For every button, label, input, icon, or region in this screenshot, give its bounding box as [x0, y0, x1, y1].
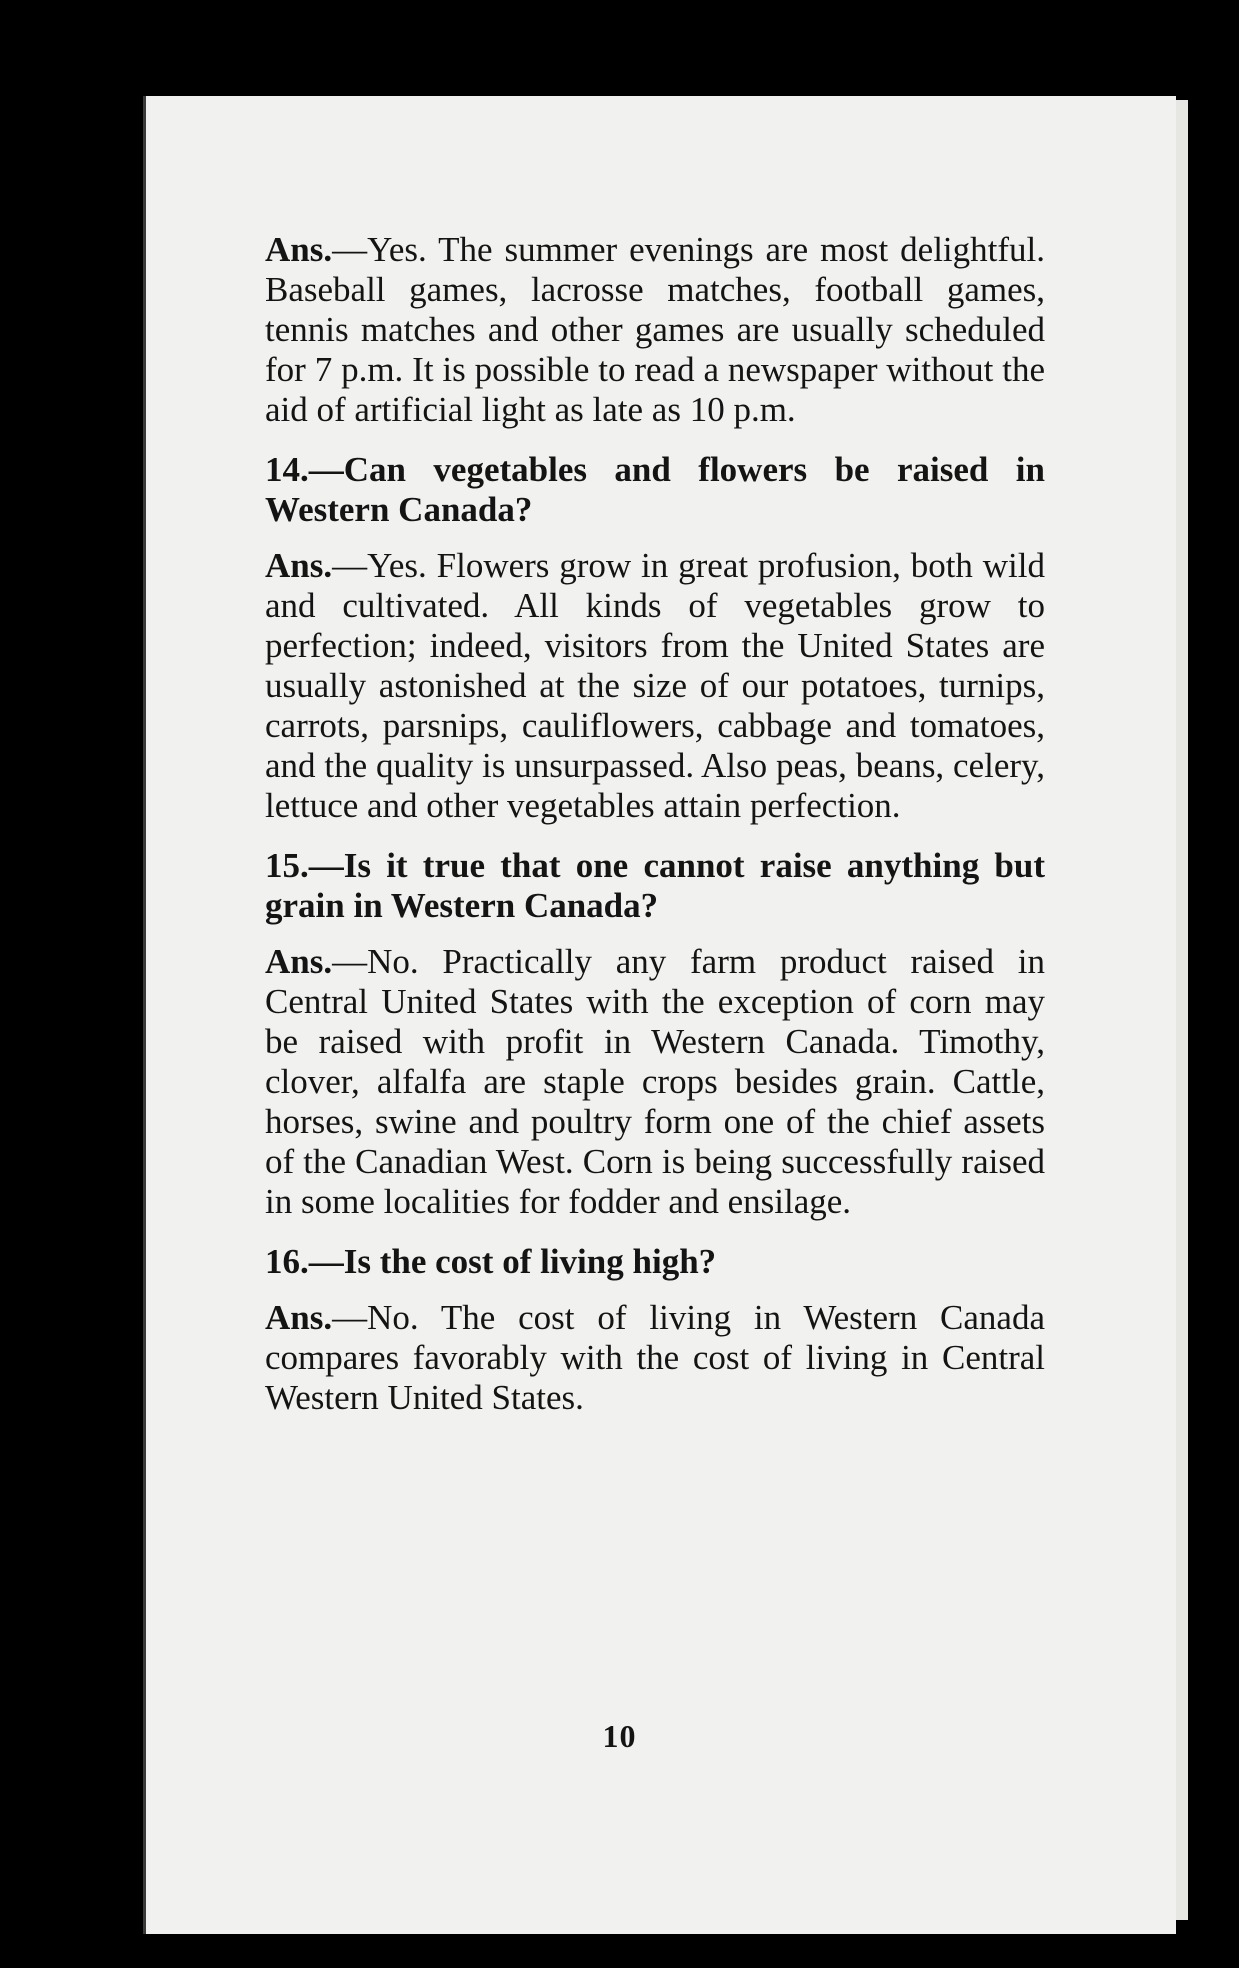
answer-13 — [265, 230, 1045, 430]
facing-page-edge — [1176, 100, 1188, 1920]
question-text: —Is the cost of living high? — [308, 1242, 717, 1281]
question-number: 14. — [265, 450, 309, 489]
answer-lead: Ans. — [265, 230, 333, 269]
page-text — [265, 230, 1045, 1438]
page-number: 10 — [602, 1718, 637, 1754]
answer-lead: Ans. — [265, 1298, 333, 1337]
answer-text: —No. Practically any farm product raised in Central United States with the exception of corn may be raised with profit in Western Canada. Timothy, clover, alfalfa are staple crops besides grain. Cattle, horses, swine and poultry form one of the chief assets of the Canadian West. Corn is being successfully raised in some localities for fodder and ensilage. — [265, 942, 1045, 1221]
answer-14 — [265, 546, 1045, 826]
question-text: —Is it true that one cannot raise anything but grain in Western Canada? — [265, 846, 1045, 925]
question-number: 16. — [265, 1242, 309, 1281]
question-text: —Can vegetables and flowers be raised in Western Canada? — [265, 450, 1045, 529]
question-14 — [265, 450, 1045, 530]
answer-15 — [265, 942, 1045, 1222]
question-number: 15. — [265, 846, 309, 885]
answer-text: —Yes. Flowers grow in great profusion, both wild and cultivated. All kinds of vegetables grow to perfection; indeed, visitors from the United States are usually astonished at the size of our potatoes, turnips, carrots, parsnips, cauliflowers, cabbage and tomatoes, and the quality is unsurpassed. Also peas, beans, celery, lettuce and other vegetables attain perfection. — [265, 546, 1045, 825]
answer-text: —Yes. The summer evenings are most delightful. Baseball games, lacrosse matches, football games, tennis matches and other games are usually scheduled for 7 p.m. It is possible to read a newspaper without the aid of artificial light as late as 10 p.m. — [265, 230, 1045, 429]
answer-text: —No. The cost of living in Western Canada compares favorably with the cost of living in Central Western United States. — [265, 1298, 1045, 1417]
answer-16 — [265, 1298, 1045, 1418]
answer-lead: Ans. — [265, 546, 333, 585]
question-16 — [265, 1242, 1045, 1282]
answer-lead: Ans. — [265, 942, 333, 981]
question-15 — [265, 846, 1045, 926]
